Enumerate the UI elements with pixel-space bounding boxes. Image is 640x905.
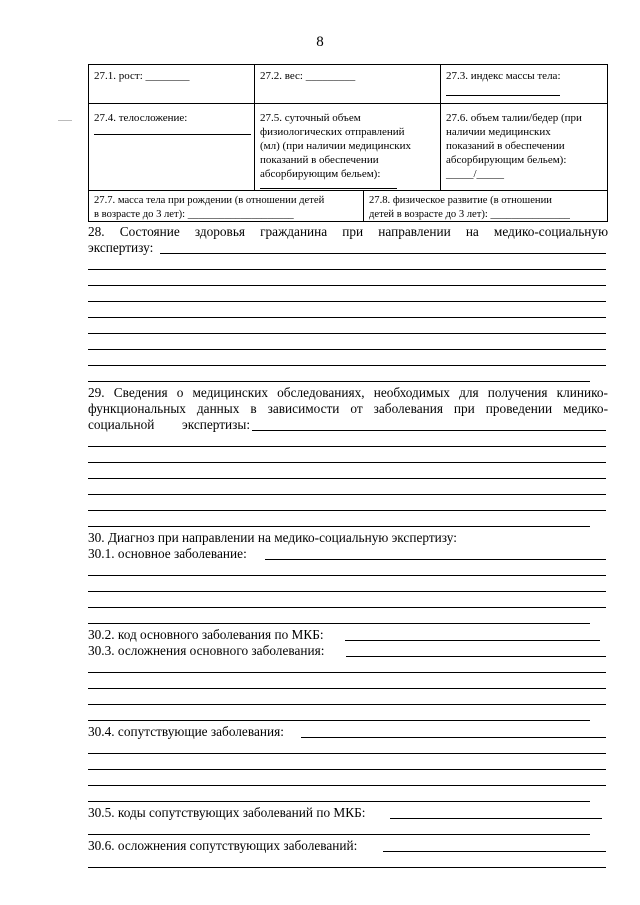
comorbidities-field-line[interactable] [88, 801, 590, 802]
main-disease-icd-field-line[interactable] [345, 640, 600, 641]
main-disease-field-line[interactable] [265, 559, 606, 560]
cell-birth-weight[interactable] [89, 192, 363, 224]
main-complications-field-line[interactable] [88, 672, 606, 673]
cell-text-line: 27.8. физическое развитие (в отношении [369, 195, 552, 206]
main-disease-label: 30.1. основное заболевание: [88, 546, 247, 561]
section-28-label: экспертизу: [88, 240, 154, 255]
cell-text-line: показаний в обеспечении [260, 154, 379, 166]
page-number: 8 [316, 34, 324, 50]
section-29-heading-line2: функциональных данных в зависимости от заболевания при проведении медико- [88, 401, 608, 416]
main-disease-field-line[interactable] [88, 575, 606, 576]
cell-text-line: в возрасте до 3 лет): ____________________ [94, 209, 294, 220]
main-disease-field-line[interactable] [88, 607, 606, 608]
section-29-field-line[interactable] [88, 526, 590, 527]
cell-text-line: физиологических отправлений [260, 126, 405, 138]
main-complications-label: 30.3. осложнения основного заболевания: [88, 643, 325, 658]
scan-corner-mark [0, 0, 30, 6]
cell-bmi[interactable]: 27.3. индекс массы тела: [446, 70, 561, 82]
comorbidities-icd-label: 30.5. коды сопутствующих заболеваний по МКБ: [88, 805, 366, 820]
section-30-heading: 30. Диагноз при направлении на медико-социальную экспертизу: [88, 530, 457, 545]
main-disease-field-line[interactable] [88, 623, 590, 624]
comorbidity-complications-field-line[interactable] [383, 851, 606, 852]
main-complications-field-line[interactable] [346, 656, 606, 657]
comorbidity-complications-label: 30.6. осложнения сопутствующих заболеваний: [88, 838, 358, 853]
section-28-field-line[interactable] [88, 381, 590, 382]
section-29-field-line[interactable] [252, 430, 606, 431]
section-29-field-line[interactable] [88, 494, 606, 495]
table-divider [89, 190, 607, 191]
section-28-field-line[interactable] [88, 333, 606, 334]
comorbidities-field-line[interactable] [88, 785, 606, 786]
cell-text-line: 27.5. суточный объем [260, 112, 361, 124]
cell-text-line: детей в возрасте до 3 лет): _______________ [369, 209, 570, 220]
cell-text-line: 27.7. масса тела при рождении (в отношении детей [94, 195, 325, 206]
section-28-heading: 28. Состояние здоровья гражданина при направлении на медико-социальную [88, 224, 608, 239]
comorbidity-complications-field-line[interactable] [88, 867, 606, 868]
comorbidities-icd-field-line[interactable] [390, 818, 602, 819]
cell-text-line: 27.6. объем талии/бедер (при [446, 112, 582, 124]
cell-height[interactable]: 27.1. рост: ________ [94, 70, 190, 82]
section-29-label-a: социальной [88, 417, 155, 432]
section-29-field-line[interactable] [88, 478, 606, 479]
cell-text-line: показаний в обеспечении [446, 140, 565, 152]
section-29-field-line[interactable] [88, 510, 606, 511]
cell-daily-output[interactable] [255, 109, 440, 183]
main-disease-field-line[interactable] [88, 591, 606, 592]
cell-weight[interactable]: 27.2. вес: _________ [260, 70, 356, 82]
cell-text-line: наличии медицинских [446, 126, 551, 138]
section-29-heading: 29. Сведения о медицинских обследованиях, необходимых для получения клинико- [88, 385, 608, 400]
cell-text-line: абсорбирующим бельем): [260, 168, 381, 180]
section-28-field-line[interactable] [88, 317, 606, 318]
daily-output-field-line[interactable] [260, 188, 397, 189]
cell-physical-development[interactable] [364, 192, 607, 224]
comorbidities-field-line[interactable] [88, 769, 606, 770]
bmi-field-line[interactable] [446, 95, 560, 96]
cell-text-line: абсорбирующим бельем): [446, 154, 567, 166]
anthropometry-table [88, 64, 608, 222]
section-29-label-b: экспертизы: [182, 417, 251, 432]
comorbidities-field-line[interactable] [301, 737, 606, 738]
main-complications-field-line[interactable] [88, 688, 606, 689]
section-28-field-line[interactable] [88, 365, 606, 366]
table-divider [89, 103, 607, 104]
main-complications-field-line[interactable] [88, 704, 606, 705]
section-29-field-line[interactable] [88, 462, 606, 463]
build-field-line[interactable] [94, 134, 251, 135]
comorbidities-icd-field-line[interactable] [88, 834, 590, 835]
section-28-field-line[interactable] [88, 301, 606, 302]
section-29-field-line[interactable] [88, 446, 606, 447]
scan-margin-mark [58, 120, 72, 121]
section-28-field-line[interactable] [88, 285, 606, 286]
main-complications-field-line[interactable] [88, 720, 590, 721]
main-disease-icd-label: 30.2. код основного заболевания по МКБ: [88, 627, 324, 642]
section-28-field-line[interactable] [88, 349, 606, 350]
cell-waist-hip[interactable] [441, 109, 607, 183]
comorbidities-label: 30.4. сопутствующие заболевания: [88, 724, 284, 739]
section-28-field-line[interactable] [88, 269, 606, 270]
cell-text-line: (мл) (при наличии медицинских [260, 140, 411, 152]
cell-build[interactable]: 27.4. телосложение: [94, 112, 188, 124]
section-28-field-line[interactable] [160, 253, 606, 254]
comorbidities-field-line[interactable] [88, 753, 606, 754]
cell-text-line: _____/_____ [446, 168, 505, 180]
